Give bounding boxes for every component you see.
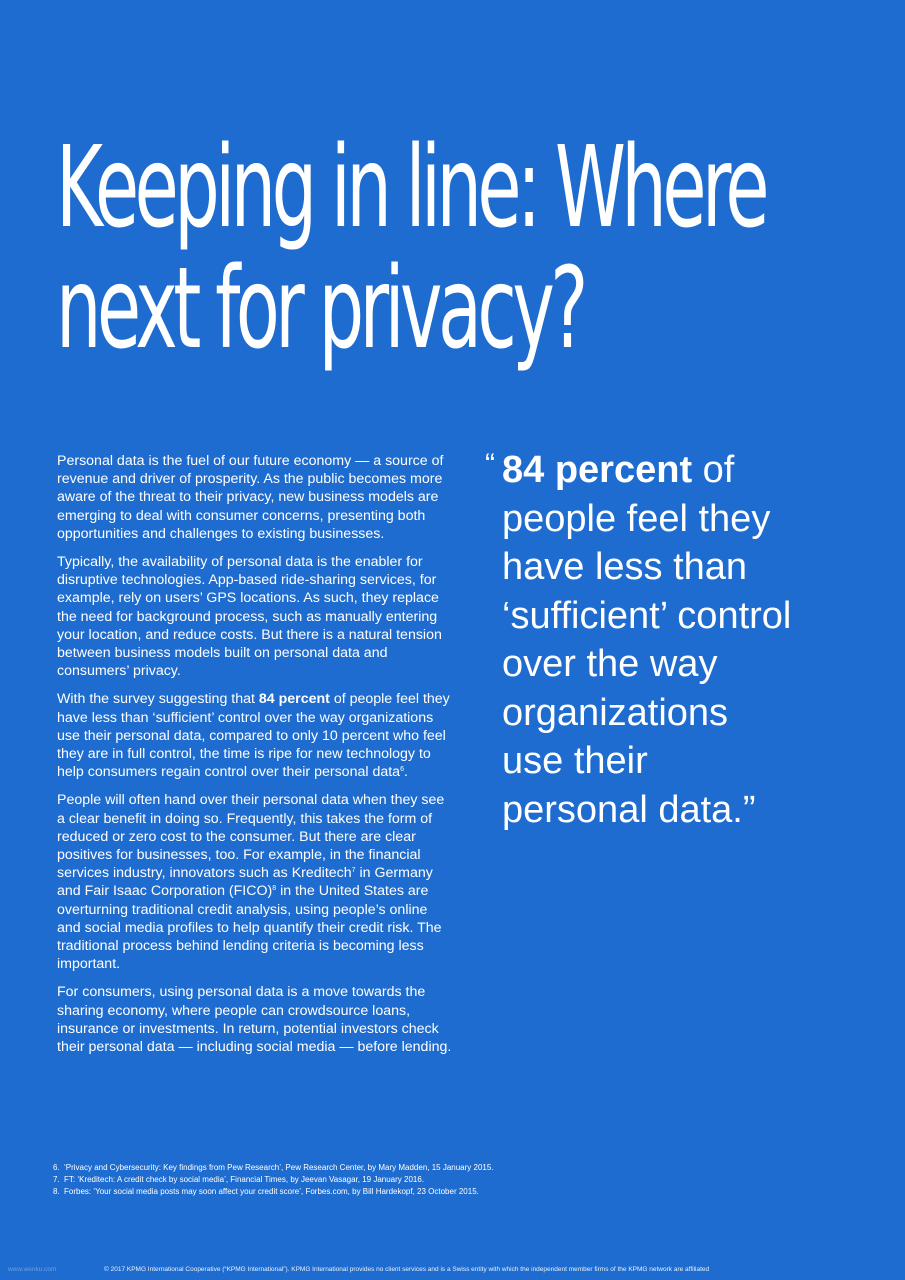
footnote-number: 6. <box>53 1163 60 1172</box>
p3-bold-stat: 84 percent <box>258 691 330 708</box>
page-title-line-2: next for privacy? <box>56 244 584 374</box>
quote-open-mark: “ <box>485 448 495 481</box>
body-paragraph-1: Personal data is the fuel of our future economy — a source of revenue and driver of prosperity. As the public becomes more aware of the threat to their privacy, new business models are emerging to deal with consumer concerns, presenting both opportunities and challenges to existing businesses. <box>57 453 444 542</box>
footnote-ref-7: 7 <box>351 867 356 875</box>
body-paragraph-3 <box>57 690 452 781</box>
footnote-7 <box>53 1174 523 1186</box>
p3-text-before: With the survey suggesting that <box>57 691 259 708</box>
footnote-number: 7. <box>53 1175 60 1184</box>
footnote-ref-8: 8 <box>272 885 277 893</box>
body-paragraph-2: Typically, the availability of personal data is the enabler for disruptive technologies. App-based ride-sharing services, for example, rely on users’ GPS locations. As such, they replace the need for background process, such as manually entering your location, and reduce costs. But there is a natural tension between business models built on personal data and consumers’ privacy. <box>57 554 442 680</box>
footnote-text: FT: ‘Kreditech: A credit check by social media’, Financial Times, by Jeevan Vasagar, 19 January 2016. <box>64 1175 425 1184</box>
quote-bold-stat: 84 percent <box>502 449 693 491</box>
body-paragraph-4 <box>57 791 452 973</box>
body-text-column <box>57 452 452 1066</box>
footnote-text: ‘Privacy and Cybersecurity: Key findings from Pew Research’, Pew Research Center, by Mary Madden, 15 January 2015. <box>64 1163 494 1172</box>
watermark: www.wenku.com <box>8 1265 57 1273</box>
quote-line-5: over the way <box>502 643 718 685</box>
quote-line-4: ‘sufficient’ control <box>502 594 792 637</box>
footer <box>0 1258 905 1280</box>
quote-line-3: have less than <box>502 546 748 588</box>
p4-text-b: in Germany and Fair Isaac Corporation (FICO) <box>57 865 433 900</box>
page-title <box>56 123 766 374</box>
footnote-6 <box>53 1162 523 1174</box>
footnote-ref-6: 6 <box>400 766 404 774</box>
quote-line-6: organizations <box>502 691 729 734</box>
quote-line-1 <box>485 441 885 495</box>
p3-text-end: . <box>403 764 408 781</box>
p3-text-after: of people feel they have less than ‘sufficient’ control over the way organizations use their personal data, compared to only 10 percent who feel they are in full control, the time is ripe for new technology to help consumers regain control over their personal data <box>57 691 450 781</box>
quote-line-7: use their <box>502 740 648 782</box>
footnote-number: 8. <box>53 1187 60 1196</box>
footnote-text: Forbes: ‘Your social media posts may soon affect your credit score’, Forbes.com, by Bill Hardekopf, 23 October 2015. <box>64 1187 479 1196</box>
p4-text-a: People will often hand over their personal data when they see a clear benefit in doing so. Frequently, this takes the form of reduced or zero cost to the consumer. But there are clear positives for businesses, too. For example, in the financial services industry, innovators such as Kreditech <box>57 792 445 882</box>
quote-line-8: personal data.” <box>502 788 756 831</box>
p4-text-c: in the United States are overturning traditional credit analysis, using people’s online and social media profiles to help quantify their credit risk. The traditional process behind lending criteria is becoming less important. <box>57 883 442 973</box>
page-title-line-1: Keeping in line: Where <box>56 123 766 253</box>
quote-line-1-rest: of <box>692 449 735 491</box>
body-paragraph-5: For consumers, using personal data is a move towards the sharing economy, where people can crowdsource loans, insurance or investments. In return, potential investors check their personal data — including social media — before lending. <box>57 984 452 1056</box>
pull-quote <box>485 441 885 834</box>
footnote-8 <box>53 1186 523 1198</box>
quote-line-2: people feel they <box>502 497 771 540</box>
footnotes <box>53 1162 523 1198</box>
copyright-notice: © 2017 KPMG International Cooperative (“KPMG International”). KPMG International provides no client services and is a Swiss entity with which the independent member firms of the KPMG network are affiliated <box>104 1265 710 1273</box>
